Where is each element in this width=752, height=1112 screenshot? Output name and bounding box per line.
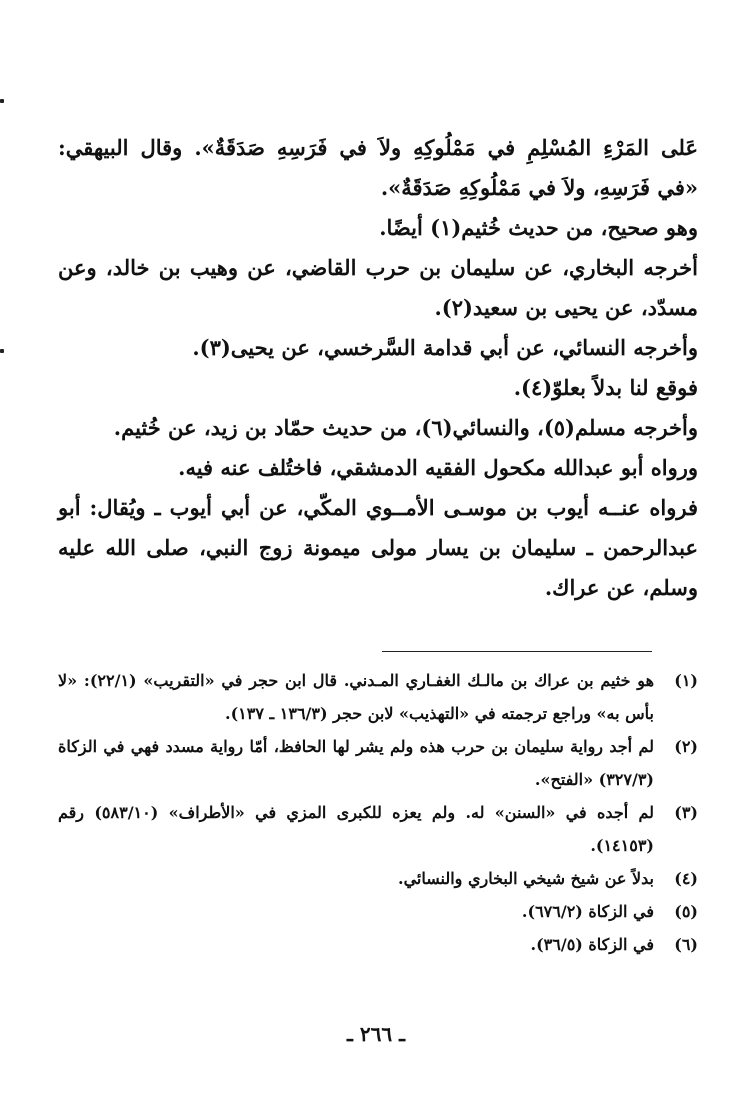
footnote (58, 730, 698, 796)
paragraph: أخرجه البخاري، عن سليمان بن حرب القاضي، عن وهيب بن خالد، وعن مسدّد، عن يحيى بن سعيد(٢). (58, 255, 698, 320)
footnote-text: لم أجد رواية سليمان بن حرب هذه ولم يشر لها الحافظ، أمّا رواية مسدد فهي في الزكاة (٣٢٧/٣) «الفتح». (58, 737, 654, 789)
footnote (58, 895, 698, 928)
footnote-text: في الزكاة (٦٧٦/٢). (521, 902, 654, 921)
footnote-number: (٣) (674, 803, 698, 822)
footnote (58, 862, 698, 895)
footnote-text: بدلاً عن شيخ شيخي البخاري والنسائي. (398, 869, 654, 888)
footnote (58, 928, 698, 961)
footnote-text: لم أجده في «السنن» له. ولم يعزه للكبرى المزي في «الأطراف» (٥٨٣/١٠) رقم (١٤١٥٣). (58, 803, 654, 855)
paragraph: عَلى المَرْءِ المُسْلِمِ في مَمْلُوكِهِ ولاَ في فَرَسِهِ صَدَقَةٌ». وقال البيهقي: «في فَرَسِهِ، ولاَ في مَمْلُوكِهِ صَدَقَةٌ». (58, 135, 698, 200)
footnote (58, 664, 698, 730)
left-edge-mark-middle (0, 349, 4, 353)
footnote-number: (٢) (674, 737, 698, 756)
paragraph: فوقع لنا بدلاً بعلوّ(٤). (513, 375, 698, 400)
left-edge-mark-top (0, 99, 4, 103)
footnote-number: (٥) (674, 902, 698, 921)
footnote-number: (٤) (674, 869, 698, 888)
footnote-number: (٦) (674, 935, 698, 954)
paragraph: ورواه أبو عبدالله مكحول الفقيه الدمشقي، فاختُلف عنه فيه. (178, 455, 698, 480)
footnote-divider (382, 651, 652, 652)
page-number: ـ ٢٦٦ ـ (347, 1022, 405, 1046)
footnotes (58, 664, 698, 961)
paragraph: فرواه عنــه أيوب بن موسـى الأمــوي المكّي، عن أبي أيوب ـ ويُقال: أبو عبدالرحمن ـ سليمان بن يسار مولى ميمونة زوج النبي، صلى الله عليه وسلم، عن عراك. (58, 495, 698, 600)
footnote-text: في الزكاة (٣٦/٥). (530, 935, 654, 954)
footnote-number: (١) (674, 671, 698, 690)
paragraph: وهو صحيح، من حديث خُثيم(١) أيضًا. (379, 215, 698, 240)
main-text (58, 128, 698, 608)
paragraph: وأخرجه مسلم(٥)، والنسائي(٦)، من حديث حمّاد بن زيد، عن خُثيم. (113, 415, 698, 440)
paragraph: وأخرجه النسائي، عن أبي قدامة السَّرخسي، عن يحيى(٣). (192, 335, 698, 360)
footnote-text: هو خثيم بن عراك بن مالـك الغفـاري المـدني. قال ابن حجر في «التقريب» (٢٢/١): «لا بأس به» وراجع ترجمته في «التهذيب» لابن حجر (١٣٦/٣ ـ ١٣٧). (58, 671, 655, 723)
footnote (58, 796, 698, 862)
